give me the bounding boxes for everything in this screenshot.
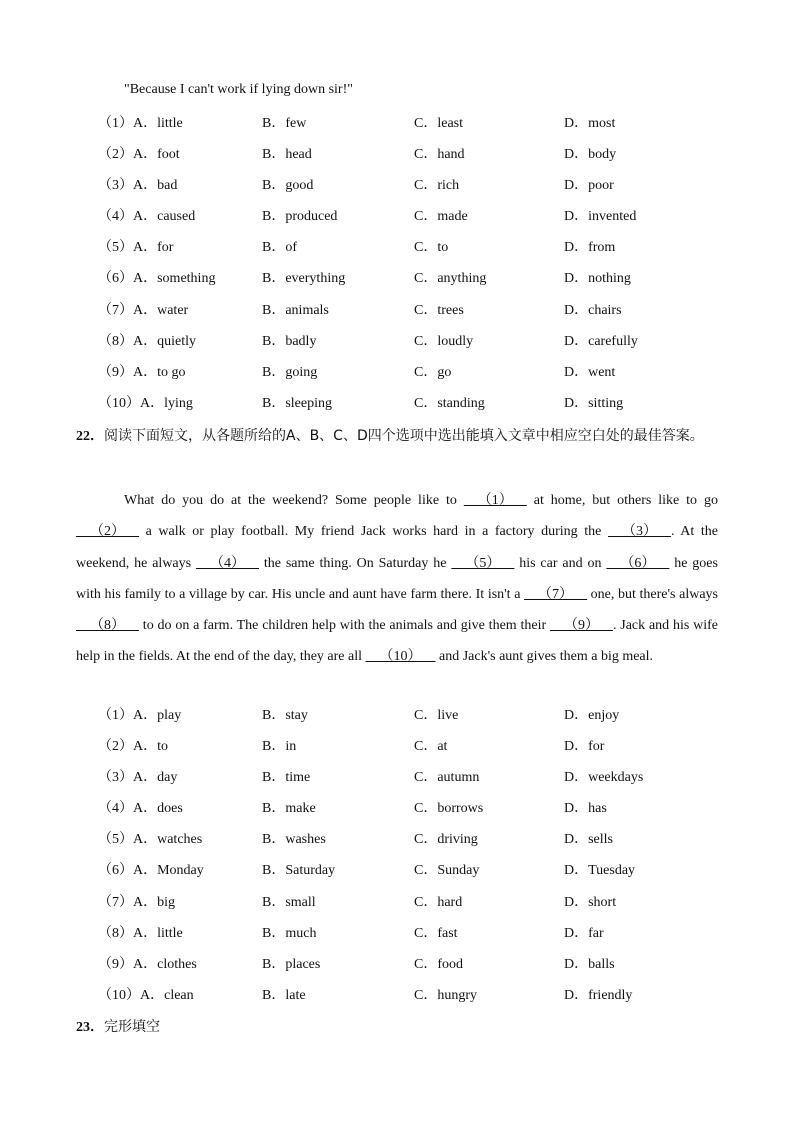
- option-c: C．live: [414, 708, 459, 723]
- option-row: [98, 177, 738, 208]
- passage-text: he goes with his family to a village by car. His uncle and aunt have farm there. It isn't a: [76, 555, 718, 602]
- option-c: C．autumn: [414, 770, 480, 786]
- option-d: D．enjoy: [564, 708, 620, 723]
- option-d: D．friendly: [564, 987, 633, 1003]
- option-c: C．fast: [414, 925, 458, 941]
- option-a: （9）A．clothes: [98, 956, 197, 972]
- option-b: B．sleeping: [262, 395, 332, 411]
- blank-9: （9）: [549, 618, 613, 634]
- option-b: B．going: [262, 364, 318, 380]
- option-d: D．carefully: [564, 333, 638, 349]
- option-b: B．washes: [262, 832, 326, 848]
- option-c: C．made: [414, 209, 468, 225]
- option-a: （10）A．clean: [98, 987, 194, 1003]
- option-c: C．standing: [414, 395, 485, 411]
- blank-8: （8）: [76, 618, 139, 634]
- q23-number: 23．: [76, 1020, 104, 1035]
- option-c: C．hand: [414, 147, 465, 163]
- blank-1: （1）: [463, 493, 527, 508]
- option-b: B．time: [262, 770, 311, 786]
- blank-6: （6）: [606, 555, 670, 571]
- option-c: C．hard: [414, 894, 463, 910]
- option-b: B．badly: [262, 333, 317, 349]
- option-d: D．body: [564, 147, 617, 163]
- option-a: （9）A．to go: [98, 364, 186, 380]
- option-d: D．invented: [564, 209, 637, 225]
- option-d: D．nothing: [564, 271, 631, 287]
- option-d: D．weekdays: [564, 770, 644, 786]
- option-row: [98, 707, 738, 738]
- option-a: （4）A．caused: [98, 209, 196, 225]
- option-c: C．borrows: [414, 801, 484, 817]
- q22-instruction: 阅读下面短文，从各题所给的A、B、C、D四个选项中选出能填入文章中相应空白处的最佳答案。: [104, 428, 704, 444]
- option-a: （3）A．day: [98, 770, 178, 786]
- option-d: D．went: [564, 364, 616, 380]
- option-c: C．at: [414, 739, 448, 755]
- option-row: [98, 769, 738, 800]
- option-row: [98, 894, 738, 925]
- option-row: [98, 862, 738, 893]
- passage-text: the same thing. On Saturday he: [258, 555, 452, 571]
- option-row: [98, 146, 738, 177]
- option-b: B．produced: [262, 209, 338, 225]
- option-c: C．Sunday: [414, 863, 480, 879]
- q22-number: 22．: [76, 429, 104, 444]
- quote-line: "Because I can't work if lying down sir!": [124, 82, 353, 97]
- option-c: C．loudly: [414, 333, 474, 349]
- option-a: （8）A．little: [98, 925, 183, 941]
- option-row: [98, 831, 738, 862]
- blank-3: （3）: [607, 524, 671, 540]
- option-d: D．poor: [564, 178, 614, 194]
- passage-text: and Jack's aunt gives them a big meal.: [435, 649, 654, 665]
- option-a: （2）A．to: [98, 739, 168, 755]
- option-b: B．make: [262, 801, 316, 817]
- option-row: [98, 800, 738, 831]
- option-a: （5）A．for: [98, 240, 174, 256]
- blank-5: （5）: [451, 555, 515, 571]
- option-c: C．to: [414, 240, 449, 256]
- option-row: [98, 956, 738, 987]
- option-row: [98, 738, 738, 769]
- option-c: C．trees: [414, 302, 464, 318]
- q23-heading: [76, 1013, 726, 1042]
- blank-7: （7）: [524, 586, 588, 602]
- option-b: B．animals: [262, 302, 329, 318]
- option-a: （3）A．bad: [98, 178, 178, 194]
- option-b: B．everything: [262, 271, 346, 287]
- option-row: [98, 270, 738, 301]
- blank-2: （2）: [76, 524, 139, 540]
- option-d: D．for: [564, 739, 605, 755]
- passage-text: to do on a farm. The children help with the animals and give them their: [139, 618, 550, 634]
- option-b: B．in: [262, 739, 297, 755]
- option-a: （8）A．quietly: [98, 333, 196, 349]
- option-c: C．rich: [414, 178, 460, 194]
- option-a: （1）A．little: [98, 116, 183, 131]
- passage-text: one, but there's always: [587, 586, 718, 602]
- option-a: （7）A．big: [98, 894, 175, 910]
- option-d: D．most: [564, 116, 616, 131]
- passage-text: a walk or play football. My friend Jack works hard in a factory during the: [139, 524, 608, 540]
- option-c: C．go: [414, 364, 452, 380]
- option-d: D．short: [564, 894, 617, 910]
- option-b: B．Saturday: [262, 863, 336, 879]
- blank-10: （10）: [365, 649, 436, 665]
- option-a: （5）A．watches: [98, 832, 203, 848]
- option-b: B．places: [262, 956, 321, 972]
- option-a: （7）A．water: [98, 302, 189, 318]
- option-row: [98, 302, 738, 333]
- option-d: D．has: [564, 801, 607, 817]
- option-c: C．driving: [414, 832, 478, 848]
- blank-4: （4）: [195, 555, 259, 571]
- option-c: C．anything: [414, 271, 487, 287]
- option-row: [98, 239, 738, 270]
- option-b: B．much: [262, 925, 317, 941]
- option-row: [98, 364, 738, 395]
- option-b: B．good: [262, 178, 314, 194]
- option-a: （1）A．play: [98, 708, 182, 723]
- option-b: B．small: [262, 894, 316, 910]
- option-c: C．least: [414, 116, 463, 131]
- option-b: B．of: [262, 240, 297, 256]
- option-a: （10）A．lying: [98, 395, 193, 411]
- passage-text: his car and on: [514, 555, 607, 571]
- option-row: [98, 925, 738, 956]
- option-d: D．sitting: [564, 395, 624, 411]
- passage-text: . Jack and his wife help in the fields. At the end of the day, they are all: [76, 618, 718, 665]
- option-c: C．food: [414, 956, 463, 972]
- option-a: （6）A．something: [98, 271, 216, 287]
- option-d: D．sells: [564, 832, 613, 848]
- option-a: （6）A．Monday: [98, 863, 204, 879]
- option-row: [98, 333, 738, 364]
- option-c: C．hungry: [414, 987, 477, 1003]
- option-row: [98, 115, 738, 146]
- passage-text: What do you do at the weekend? Some people like to: [124, 493, 464, 508]
- option-d: D．Tuesday: [564, 863, 636, 879]
- option-b: B．stay: [262, 708, 308, 723]
- option-a: （4）A．does: [98, 801, 183, 817]
- option-b: B．late: [262, 987, 306, 1003]
- q21-options: [98, 115, 738, 426]
- option-a: （2）A．foot: [98, 147, 180, 163]
- q23-title: 完形填空: [104, 1019, 160, 1035]
- option-d: D．from: [564, 240, 616, 256]
- option-b: B．few: [262, 116, 307, 131]
- option-d: D．chairs: [564, 302, 622, 318]
- option-row: [98, 208, 738, 239]
- q22-passage: [76, 485, 718, 673]
- passage-text: at home, but others like to go: [526, 493, 718, 508]
- q22-options: [98, 707, 738, 1018]
- option-d: D．far: [564, 925, 604, 941]
- option-b: B．head: [262, 147, 312, 163]
- option-d: D．balls: [564, 956, 615, 972]
- q22-heading: [76, 422, 726, 451]
- passage-text: . At the weekend, he always: [76, 524, 718, 571]
